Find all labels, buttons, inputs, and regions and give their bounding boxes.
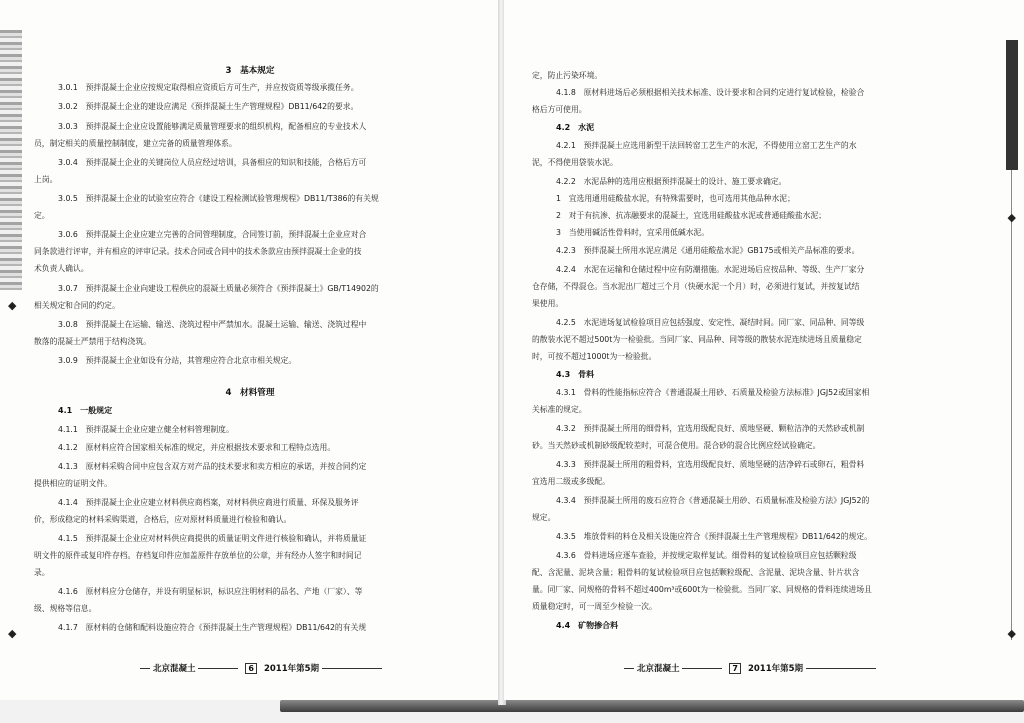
- list-item-2: 2 对于有抗渗、抗冻融要求的混凝土，宜选用硅酸盐水泥或普通硅酸盐水泥；: [556, 211, 827, 220]
- footer-rule: [198, 668, 238, 669]
- para-4-1-1: 4.1.1 预拌混凝土企业应建立健全材料管理制度。: [58, 425, 234, 434]
- para-4-1-4-line2: 价，形成稳定的材料采购渠道，合格后，应对原材料质量进行检验和确认。: [34, 515, 292, 524]
- para-4-3-1-line1: 4.3.1 骨料的性能指标应符合《普通混凝土用砂、石质量及检验方法标准》JGJ52或国家相: [556, 388, 870, 397]
- subsection-4-3: 4.3 骨料: [556, 370, 595, 379]
- section-3-heading: 3 基本规定: [225, 66, 275, 76]
- diamond-mark-icon: ◆: [8, 299, 17, 312]
- binding-shadow: [280, 700, 1024, 712]
- footer-rule: [682, 668, 722, 669]
- para-4-3-4-line1: 4.3.4 预拌混凝土所用的废石应符合《普通混凝土用砂、石质量标准及检验方法》JGJ52的: [556, 496, 870, 505]
- footer-page-number: 6: [245, 663, 257, 674]
- para-4-3-6-line2: 配、含泥量、泥块含量；粗骨料的复试检验项目应包括颗粒级配、含泥量、泥块含量、针片状含: [532, 568, 860, 577]
- para-4-3-5: 4.3.5 堆放骨料的料仓及相关设施应符合《预拌混凝土生产管理规程》DB11/642的规定。: [556, 532, 872, 541]
- para-4-3-4-line2: 规定。: [532, 513, 556, 522]
- footer-journal-name: 北京混凝土: [636, 664, 680, 674]
- para-4-3-1-line2: 关标准的规定。: [532, 405, 587, 414]
- para-4-2-4-line2: 仓存储，不得混仓。当水泥出厂超过三个月（快硬水泥一个月）时，必须进行复试，并按复试结: [532, 282, 860, 291]
- para-3-0-8-line2: 散落的混凝土严禁用于结构浇筑。: [34, 337, 151, 346]
- para-4-2-5-line3: 时，可按不超过1000t为一检验批。: [532, 352, 657, 361]
- scan-edge-bar: [1006, 40, 1018, 170]
- para-4-3-2-line1: 4.3.2 预拌混凝土所用的细骨料，宜选用级配良好、质地坚硬、颗粒洁净的天然砂或机制: [556, 424, 865, 433]
- para-4-2-5-line1: 4.2.5 水泥进场复试检验项目应包括强度、安定性、凝结时间。同厂家、同品种、同等级: [556, 318, 865, 327]
- para-4-1-4-line1: 4.1.4 预拌混凝土企业应建立材料供应商档案，对材料供应商进行质量、环保及服务评: [58, 498, 359, 507]
- para-4-1-2: 4.1.2 原材料应符合国家相关标准的规定，并应根据技术要求和工程特点选用。: [58, 443, 336, 452]
- para-4-1-6-line2: 级、规格等信息。: [34, 604, 97, 613]
- para-4-1-3-line1: 4.1.3 原材料采购合同中应包含双方对产品的技术要求和卖方相应的承诺，并按合同约定: [58, 462, 367, 471]
- para-3-0-5-line1: 3.0.5 预拌混凝土企业的试验室应符合《建设工程检测试验管理规程》DB11/T386的有关规: [58, 194, 379, 203]
- para-4-1-7: 4.1.7 原材料的仓储和配料设施应符合《预拌混凝土生产管理规程》DB11/642的有关规: [58, 623, 367, 632]
- para-3-0-3-line1: 3.0.3 预拌混凝土企业应设置能够满足质量管理要求的组织机构，配备相应的专业技术人: [58, 122, 367, 131]
- para-4-3-6-line1: 4.3.6 骨料进场应逐车查验，并按规定取样复试。细骨料的复试检验项目应包括颗粒级: [556, 551, 857, 560]
- para-3-0-7-line2: 相关规定和合同的约定。: [34, 301, 120, 310]
- section-4-heading: 4 材料管理: [225, 388, 275, 398]
- diamond-mark-icon: ◆: [8, 627, 17, 640]
- para-4-2-3: 4.2.3 预拌混凝土所用水泥应满足《通用硅酸盐水泥》GB175或相关产品标准的要求。: [556, 246, 860, 255]
- para-3-0-3-line2: 员，制定相关的质量控制制度，建立完备的质量管理体系。: [34, 139, 237, 148]
- para-4-3-3-line2: 宜选用二级或多级配。: [532, 477, 610, 486]
- para-3-0-6-line2: 同条款进行评审，并有相应的评审记录。技术合同或合同中的技术条款应由预拌混凝土企业的技: [34, 247, 362, 256]
- para-4-1-3-line2: 提供相应的证明文件。: [34, 479, 112, 488]
- para-3-0-9: 3.0.9 预拌混凝土企业如设有分站，其管理应符合北京市相关规定。: [58, 356, 297, 365]
- left-page: [0, 0, 500, 700]
- para-3-0-4-line2: 上岗。: [34, 175, 58, 184]
- left-footer: [140, 662, 382, 674]
- right-footer: [624, 662, 876, 674]
- scan-edge-line: [1011, 170, 1012, 640]
- right-page: [504, 0, 1024, 700]
- para-4-1-5-line3: 录。: [34, 568, 50, 577]
- footer-page-number: 7: [729, 663, 741, 674]
- list-item-3: 3 当使用碱活性骨料时，宜采用低碱水泥。: [556, 228, 710, 237]
- para-4-2-4-line3: 果使用。: [532, 299, 564, 308]
- para-4-1-5-line1: 4.1.5 预拌混凝土企业应对材料供应商提供的质量证明文件进行核验和确认，并将质量证: [58, 534, 367, 543]
- para-3-0-8-line1: 3.0.8 预拌混凝土在运输、输送、浇筑过程中严禁加水。混凝土运输、输送、浇筑过程中: [58, 320, 367, 329]
- para-4-1-8-line2: 格后方可使用。: [532, 105, 587, 114]
- subsection-4-2: 4.2 水泥: [556, 123, 595, 132]
- para-4-1-6-line1: 4.1.6 原材料应分仓储存，并设有明显标识，标识应注明材料的品名、产地（厂家）、等: [58, 587, 363, 596]
- para-4-2-2: 4.2.2 水泥品种的选用应根据预拌混凝土的设计、施工要求确定。: [556, 177, 787, 186]
- para-4-3-2-line2: 砂。当天然砂或机制砂级配较差时，可混合使用。混合砂的混合比例应经试验确定。: [532, 441, 821, 450]
- footer-issue: 2011年第5期: [263, 664, 320, 674]
- para-3-0-7-line1: 3.0.7 预拌混凝土企业向建设工程供应的混凝土质量必须符合《预拌混凝土》GB/T14902的: [58, 284, 379, 293]
- para-4-1-7-cont: 定，防止污染环境。: [532, 71, 603, 80]
- para-4-2-4-line1: 4.2.4 水泥在运输和仓储过程中应有防潮措施。水泥进场后应按品种、等级、生产厂家分: [556, 265, 865, 274]
- para-3-0-6-line3: 术负责人确认。: [34, 264, 89, 273]
- para-3-0-5-line2: 定。: [34, 211, 50, 220]
- subsection-4-1: 4.1 一般规定: [58, 406, 113, 415]
- footer-rule: [806, 668, 876, 669]
- footer-journal-name: 北京混凝土: [152, 664, 196, 674]
- footer-issue: 2011年第5期: [747, 664, 804, 674]
- para-3-0-6-line1: 3.0.6 预拌混凝土企业应建立完善的合同管理制度，合同签订前，预拌混凝土企业应对合: [58, 230, 367, 239]
- para-3-0-4-line1: 3.0.4 预拌混凝土企业的关键岗位人员应经过培训，具备相应的知识和技能，合格后方可: [58, 158, 367, 167]
- footer-rule: [322, 668, 382, 669]
- para-4-3-6-line4: 质量稳定时，可一周至少检验一次。: [532, 602, 657, 611]
- para-4-1-5-line2: 明文件的原件或复印件存档。存档复印件应加盖原件存放单位的公章，并有经办人签字和时间记: [34, 551, 362, 560]
- para-4-1-8-line1: 4.1.8 原材料进场后必须根据相关技术标准、设计要求和合同约定进行复试检验，检验合: [556, 88, 865, 97]
- para-3-0-1: 3.0.1 预拌混凝土企业应按规定取得相应资质后方可生产，并应按资质等级承揽任务。: [58, 83, 359, 92]
- para-3-0-2: 3.0.2 预拌混凝土企业的建设应满足《预拌混凝土生产管理规程》DB11/642的要求。: [58, 102, 359, 111]
- para-4-2-5-line2: 的散装水泥不超过500t为一检验批。当同厂家、同品种、同等级的散装水泥连续进场且质量稳定: [532, 335, 862, 344]
- para-4-2-1-line2: 泥，不得使用袋装水泥。: [532, 158, 618, 167]
- diamond-mark-icon: ◆: [1007, 211, 1016, 224]
- para-4-3-3-line1: 4.3.3 预拌混凝土所用的粗骨料，宜选用级配良好、质地坚硬的洁净碎石或卵石，粗骨料: [556, 460, 865, 469]
- list-item-1: 1 宜选用通用硅酸盐水泥，有特殊需要时，也可选用其他品种水泥；: [556, 194, 795, 203]
- para-4-2-1-line1: 4.2.1 预拌混凝土应选用新型干法回转窑工艺生产的水泥，不得使用立窑工艺生产的水: [556, 141, 857, 150]
- footer-rule: [624, 668, 634, 669]
- subsection-4-4: 4.4 矿物掺合料: [556, 621, 619, 630]
- diamond-mark-icon: ◆: [1007, 627, 1016, 640]
- para-4-3-6-line3: 量。同厂家、同规格的骨料不超过400m³或600t为一检验批。当同厂家、同规格的骨料连续进场且: [532, 585, 872, 594]
- footer-rule: [140, 668, 150, 669]
